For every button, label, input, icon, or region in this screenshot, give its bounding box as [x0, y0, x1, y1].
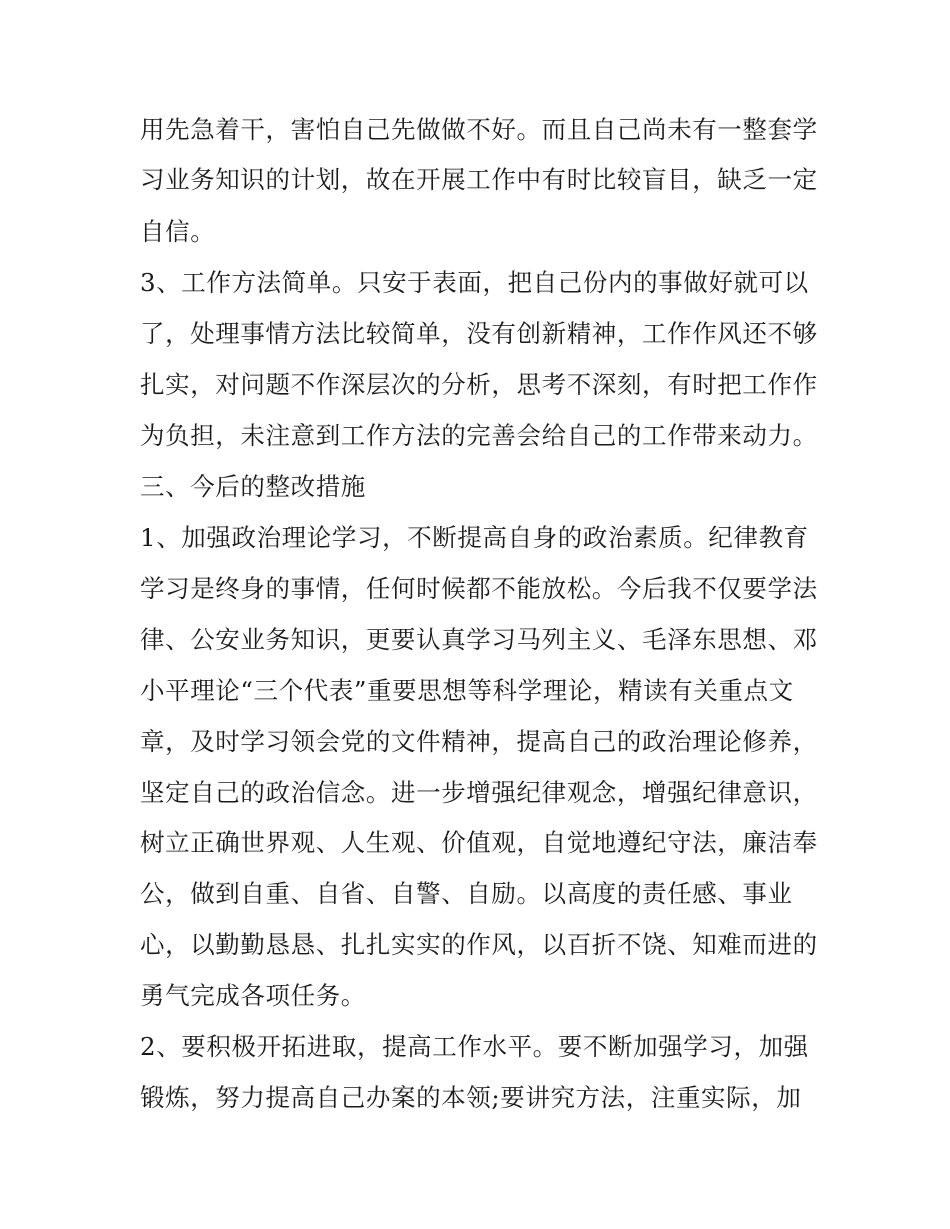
- text-line: 学习是终身的事情，任何时候都不能放松。今后我不仅要学法: [140, 574, 818, 603]
- text-line: 心，以勤勤恳恳、扎扎实实的作风，以百折不饶、知难而进的: [140, 930, 818, 959]
- text-line: 了，处理事情方法比较简单，没有创新精神，工作作风还不够: [140, 319, 818, 348]
- text-line: 树立正确世界观、人生观、价值观，自觉地遵纪守法，廉洁奉: [140, 828, 818, 857]
- text-line: 公，做到自重、自省、自警、自励。以高度的责任感、事业: [140, 879, 793, 908]
- text-line: 章，及时学习领会党的文件精神，提高自己的政治理论修养，: [140, 727, 818, 756]
- text-line: 习业务知识的计划，故在开展工作中有时比较盲目，缺乏一定: [140, 165, 818, 194]
- text-line: 用先急着干，害怕自己先做做不好。而且自己尚未有一整套学: [140, 115, 818, 144]
- text-line: 1、加强政治理论学习，不断提高自身的政治素质。纪律教育: [140, 523, 809, 552]
- text-line: 锻炼，努力提高自己办案的本领;要讲究方法，注重实际，加: [140, 1083, 802, 1112]
- section-heading: 三、今后的整改措施: [140, 472, 366, 501]
- text-line: 勇气完成各项任务。: [140, 981, 366, 1010]
- text-line: 自信。: [140, 217, 216, 246]
- text-line: 为负担，未注意到工作方法的完善会给自己的工作带来动力。: [140, 421, 818, 450]
- text-line: 小平理论“三个代表”重要思想等科学理论，精读有关重点文: [140, 676, 794, 705]
- text-line: 2、要积极开拓进取，提高工作水平。要不断加强学习，加强: [140, 1032, 809, 1061]
- text-line: 律、公安业务知识，更要认真学习马列主义、毛泽东思想、邓: [140, 625, 818, 654]
- text-line: 扎实，对问题不作深层次的分析，思考不深刻，有时把工作作: [140, 370, 818, 399]
- text-line: 3、工作方法简单。只安于表面，把自己份内的事做好就可以: [140, 268, 809, 297]
- text-line: 坚定自己的政治信念。进一步增强纪律观念，增强纪律意识，: [140, 778, 818, 807]
